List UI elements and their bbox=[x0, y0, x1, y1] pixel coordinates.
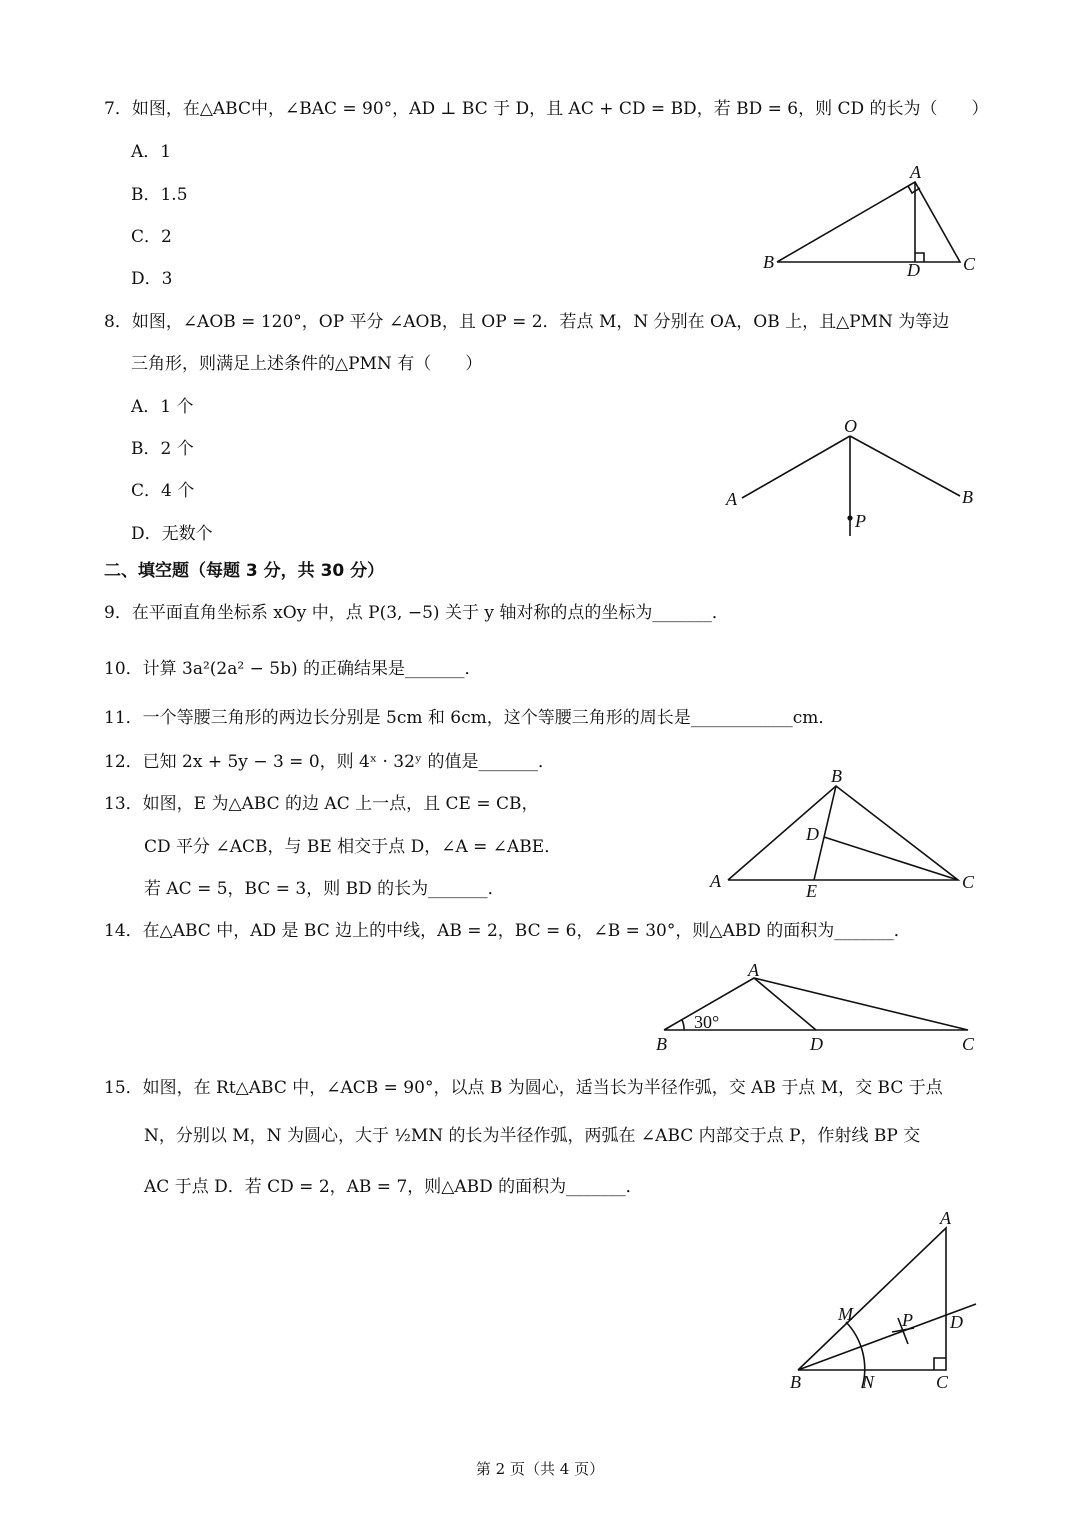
q14-label-d: D bbox=[810, 1034, 823, 1054]
q14-text: 14．在△ABC 中，AD 是 BC 边上的中线，AB = 2，BC = 6，∠B = 30°，则△ABD 的面积为_______． bbox=[104, 921, 911, 941]
q13-line3: 若 AC = 5，BC = 3，则 BD 的长为_______． bbox=[144, 879, 505, 899]
q14-label-a: A bbox=[748, 960, 759, 980]
q8-option-d: D．无数个 bbox=[131, 524, 213, 544]
q14-angle-arc bbox=[682, 1020, 684, 1030]
q15-label-m: M bbox=[838, 1304, 853, 1324]
q8-ray-ob bbox=[850, 436, 960, 496]
q7-option-c: C．2 bbox=[131, 227, 172, 247]
q15-label-n: N bbox=[862, 1372, 875, 1392]
q8-label-p: P bbox=[855, 511, 866, 531]
q15-label-d: D bbox=[950, 1312, 963, 1332]
q7-option-b: B．1.5 bbox=[131, 185, 188, 205]
q7-label-b: B bbox=[763, 252, 774, 272]
q13-label-c: C bbox=[962, 872, 975, 892]
q13-figure bbox=[700, 764, 990, 904]
q8-option-a: A．1 个 bbox=[131, 397, 194, 417]
q12-text: 12．已知 2x + 5y − 3 = 0，则 4ˣ · 32ʸ 的值是_______． bbox=[104, 752, 556, 772]
q13-label-b: B bbox=[831, 766, 842, 786]
q15-label-b: B bbox=[790, 1372, 801, 1392]
q13-label-d: D bbox=[806, 824, 819, 844]
q13-line2: CD 平分 ∠ACB，与 BE 相交于点 D，∠A = ∠ABE． bbox=[144, 837, 562, 857]
q13-triangle bbox=[728, 786, 958, 880]
q7-stem: 7．如图，在△ABC中，∠BAC = 90°，AD ⊥ BC 于 D，且 AC + CD = BD，若 BD = 6，则 CD 的长为（ ） bbox=[104, 99, 989, 119]
q7-label-a: A bbox=[910, 162, 921, 182]
q14-label-b: B bbox=[656, 1034, 667, 1054]
q15-triangle bbox=[798, 1228, 946, 1370]
q15-figure bbox=[780, 1208, 990, 1398]
q8-label-b: B bbox=[962, 487, 973, 507]
section-title: 二、填空题（每题 3 分，共 30 分） bbox=[104, 561, 385, 581]
q7-label-d: D bbox=[907, 260, 920, 280]
q8-figure bbox=[720, 412, 990, 542]
q10-text: 10．计算 3a²(2a² − 5b) 的正确结果是_______． bbox=[104, 659, 482, 679]
q15-line1: 15．如图，在 Rt△ABC 中，∠ACB = 90°，以点 B 为圆心，适当长为半径作弧，交 AB 于点 M，交 BC 于点 bbox=[104, 1078, 943, 1098]
q15-right-angle-c bbox=[934, 1358, 946, 1370]
q14-figure bbox=[650, 960, 990, 1060]
page-footer: 第 2 页（共 4 页） bbox=[475, 1460, 605, 1478]
q8-label-a: A bbox=[726, 489, 737, 509]
q15-label-a: A bbox=[940, 1208, 951, 1228]
q8-option-c: C．4 个 bbox=[131, 481, 195, 501]
q7-label-c: C bbox=[963, 254, 976, 274]
q13-line1: 13．如图，E 为△ABC 的边 AC 上一点，且 CE = CB， bbox=[104, 794, 539, 814]
q14-angle-label: 30° bbox=[694, 1012, 720, 1032]
q15-label-p: P bbox=[902, 1310, 913, 1330]
q7-figure bbox=[750, 160, 990, 285]
q8-ray-oa bbox=[742, 436, 850, 498]
q8-label-o: O bbox=[844, 416, 857, 436]
q13-label-e: E bbox=[806, 881, 817, 901]
q8-point-p bbox=[847, 515, 852, 520]
q13-label-a: A bbox=[710, 871, 721, 891]
q14-label-c: C bbox=[962, 1034, 975, 1054]
q7-option-d: D．3 bbox=[131, 269, 173, 289]
q8-stem-line1: 8．如图，∠AOB = 120°，OP 平分 ∠AOB，且 OP = 2．若点 M，N 分别在 OA，OB 上，且△PMN 为等边 bbox=[104, 312, 950, 332]
q8-stem-line2: 三角形，则满足上述条件的△PMN 有（ ） bbox=[131, 354, 483, 374]
q9-text: 9．在平面直角坐标系 xOy 中，点 P(3, −5) 关于 y 轴对称的点的坐标为_______． bbox=[104, 603, 729, 623]
q8-option-b: B．2 个 bbox=[131, 439, 194, 459]
q15-line2: N，分别以 M，N 为圆心，大于 ½MN 的长为半径作弧，两弧在 ∠ABC 内部交于点 P，作射线 BP 交 bbox=[144, 1126, 921, 1146]
q15-line3: AC 于点 D．若 CD = 2，AB = 7，则△ABD 的面积为_______． bbox=[144, 1177, 643, 1197]
q11-text: 11．一个等腰三角形的两边长分别是 5cm 和 6cm，这个等腰三角形的周长是____________cm． bbox=[104, 708, 836, 728]
q7-triangle bbox=[777, 182, 960, 262]
q13-segment-cd bbox=[824, 837, 958, 880]
q15-label-c: C bbox=[936, 1372, 949, 1392]
q7-option-a: A．1 bbox=[131, 142, 172, 162]
